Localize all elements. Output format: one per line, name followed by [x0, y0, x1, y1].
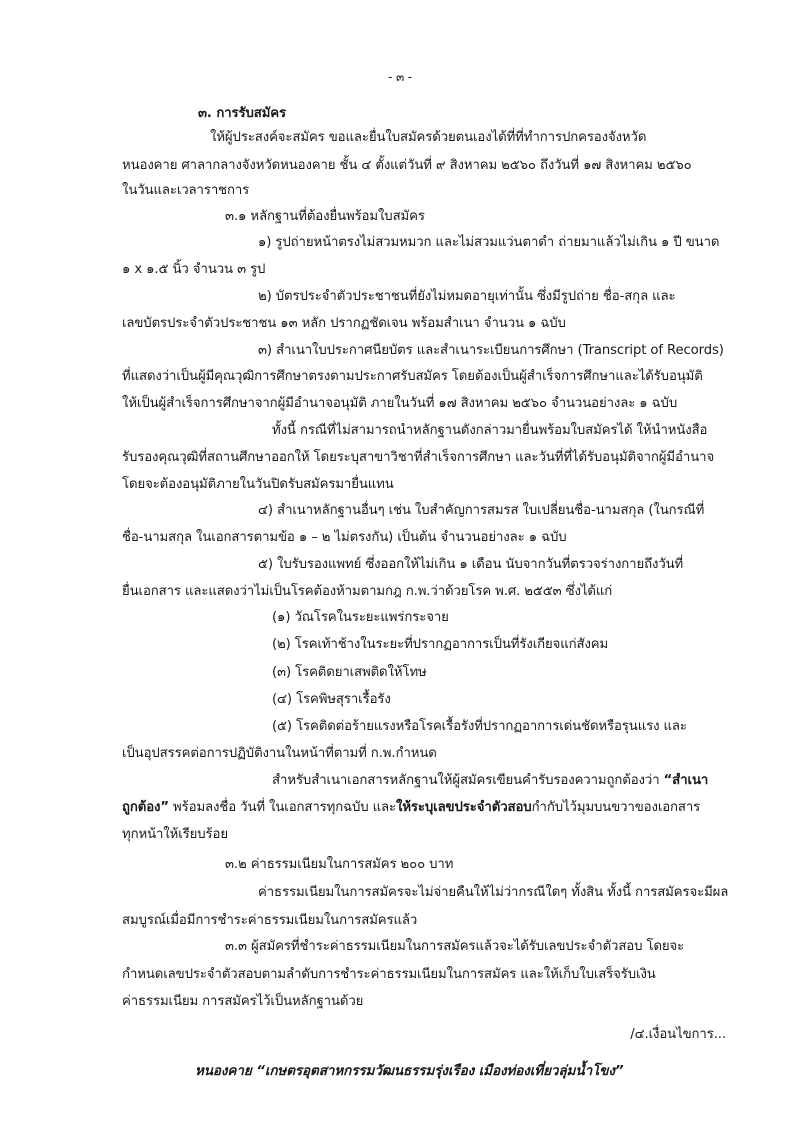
disease-4: (๔) โรคพิษสุราเรื้อรัง: [272, 692, 391, 707]
disease-3: (๓) โรคติดยาเสพติดให้โทษ: [272, 665, 427, 680]
certify-line-2: [122, 799, 700, 817]
item-3-note-2: รับรองคุณวุฒิที่สถานศึกษาออกให้ โดยระบุสาขาวิชาที่สำเร็จการศึกษา และวันที่ที่ได้รับอนุมัติจากผู้มีอำนาจ: [122, 450, 715, 465]
disease-5: (๕) โรคติดต่อร้ายแรงหรือโรคเรื้อรังที่ปรากฏอาการเด่นชัดหรือรุนแรง และ: [272, 719, 687, 734]
intro-line-1: ให้ผู้ประสงค์จะสมัคร ขอและยื่นใบสมัครด้วยตนเองได้ที่ที่ทำการปกครองจังหวัด: [210, 130, 647, 145]
subsection-3-3-line-3: ค่าธรรมเนียม การสมัครไว้เป็นหลักฐานด้วย: [122, 994, 364, 1009]
item-5-line-2: ยื่นเอกสาร และแสดงว่าไม่เป็นโรคต้องห้ามตามกฎ ก.พ.ว่าด้วยโรค พ.ศ. ๒๕๕๓ ซึ่งได้แก่: [122, 584, 613, 599]
item-5-line-1: ๕) ใบรับรองแพทย์ ซึ่งออกให้ไม่เกิน ๑ เดือน นับจากวันที่ตรวจร่างกายถึงวันที่: [258, 557, 684, 572]
subsection-3-3-line-1: ๓.๓ ผู้สมัครที่ชำระค่าธรรมเนียมในการสมัครแล้วจะได้รับเลขประจำตัวสอบ โดยจะ: [225, 939, 685, 954]
continuation-marker: /๔.เงื่อนไขการ...: [630, 1027, 726, 1042]
item-3-note-1: ทั้งนี้ กรณีที่ไม่สามารถนำหลักฐานดังกล่าวมายื่นพร้อมใบสมัครได้ ให้นำหนังสือ: [272, 423, 708, 438]
item-2-line-1: ๒) บัตรประจำตัวประชาชนที่ยังไม่หมดอายุเท่านั้น ซึ่งมีรูปถ่าย ชื่อ-สกุล และ: [258, 289, 676, 304]
disease-2: (๒) โรคเท้าช้างในระยะที่ปรากฏอาการเป็นที่รังเกียจแก่สังคม: [272, 637, 609, 652]
certify-quote-end: ถูกต้อง”: [122, 800, 169, 815]
item-3-line-3: ให้เป็นผู้สำเร็จการศึกษาจากผู้มีอำนาจอนุมัติ ภายในวันที่ ๑๗ สิงหาคม ๒๕๖๐ จำนวนอย่างละ ๑ ฉบับ: [122, 396, 678, 411]
subsection-3-2-heading: ๓.๒ ค่าธรรมเนียมในการสมัคร ๒๐๐ บาท: [225, 857, 454, 872]
subsection-3-3-line-2: กำหนดเลขประจำตัวสอบตามลำดับการชำระค่าธรรมเนียมในการสมัคร และให้เก็บใบเสร็จรับเงิน: [122, 967, 656, 982]
certify-line-3: ทุกหน้าให้เรียบร้อย: [122, 827, 228, 842]
disease-5-continued: เป็นอุปสรรคต่อการปฏิบัติงานในหน้าที่ตามที่ ก.พ.กำหนด: [122, 746, 437, 761]
item-3-line-1: ๓) สำเนาใบประกาศนียบัตร และสำเนาระเบียนการศึกษา (Transcript of Records): [258, 343, 724, 358]
certify-text: สำหรับสำเนาเอกสารหลักฐานให้ผู้สมัครเขียนคำรับรองความถูกต้องว่า: [272, 773, 664, 788]
item-3-note-3: โดยจะต้องอนุมัติภายในวันปิดรับสมัครมายื่นแทน: [122, 477, 394, 492]
intro-line-3: ในวันและเวลาราชการ: [122, 183, 250, 198]
certify-quote-start: “สำเนา: [663, 773, 709, 788]
item-2-line-2: เลขบัตรประจำตัวประชาชน ๑๓ หลัก ปรากฏชัดเจน พร้อมสำเนา จำนวน ๑ ฉบับ: [122, 316, 566, 331]
item-1-line-2: ๑ x ๑.๕ นิ้ว จำนวน ๓ รูป: [122, 262, 266, 277]
footer-slogan: หนองคาย “เกษตรอุตสาหกรรมวัฒนธรรมรุ่งเรือง เมืองท่องเที่ยวลุ่มน้ำโขง”: [195, 1063, 624, 1079]
disease-1: (๑) วัณโรคในระยะแพร่กระจาย: [272, 610, 449, 625]
certify-text-2: พร้อมลงชื่อ วันที่ ในเอกสารทุกฉบับ และ: [168, 800, 396, 815]
fee-line-1: ค่าธรรมเนียมในการสมัครจะไม่จ่ายคืนให้ไม่ว่ากรณีใดๆ ทั้งสิน ทั้งนี้ การสมัครจะมีผล: [258, 885, 729, 900]
intro-line-2: หนองคาย ศาลากลางจังหวัดหนองคาย ชั้น ๔ ตั้งแต่วันที่ ๙ สิงหาคม ๒๕๖๐ ถึงวันที่ ๑๗ สิงหาคม ๒๕๖๐: [122, 158, 692, 173]
item-4-line-1: ๔) สำเนาหลักฐานอื่นๆ เช่น ใบสำคัญการสมรส ใบเปลี่ยนชื่อ-นามสกุล (ในกรณีที่: [258, 503, 705, 518]
fee-line-2: สมบูรณ์เมื่อมีการชำระค่าธรรมเนียมในการสมัครแล้ว: [122, 913, 418, 928]
item-3-line-2: ที่แสดงว่าเป็นผู้มีคุณวุฒิการศึกษาตรงตามประกาศรับสมัคร โดยต้องเป็นผู้สำเร็จการศึกษาและได้รับอนุมัติ: [122, 369, 703, 384]
certify-text-3: กำกับไว้มุมบนขวาของเอกสาร: [531, 800, 701, 815]
item-1-line-1: ๑) รูปถ่ายหน้าตรงไม่สวมหมวก และไม่สวมแว่นตาดำ ถ่ายมาแล้วไม่เกิน ๑ ปี ขนาด: [258, 235, 720, 250]
item-4-line-2: ชื่อ-นามสกุล ในเอกสารตามข้อ ๑ – ๒ ไม่ตรงกัน) เป็นต้น จำนวนอย่างละ ๑ ฉบับ: [122, 530, 567, 545]
page-number: - ๓ -: [388, 70, 412, 84]
section-heading: ๓. การรับสมัคร: [198, 106, 286, 121]
subsection-3-1-heading: ๓.๑ หลักฐานที่ต้องยื่นพร้อมใบสมัคร: [225, 209, 425, 224]
certify-line-1: [272, 772, 708, 790]
certify-exam-id-instruction: ให้ระบุเลขประจำตัวสอบ: [396, 800, 532, 815]
